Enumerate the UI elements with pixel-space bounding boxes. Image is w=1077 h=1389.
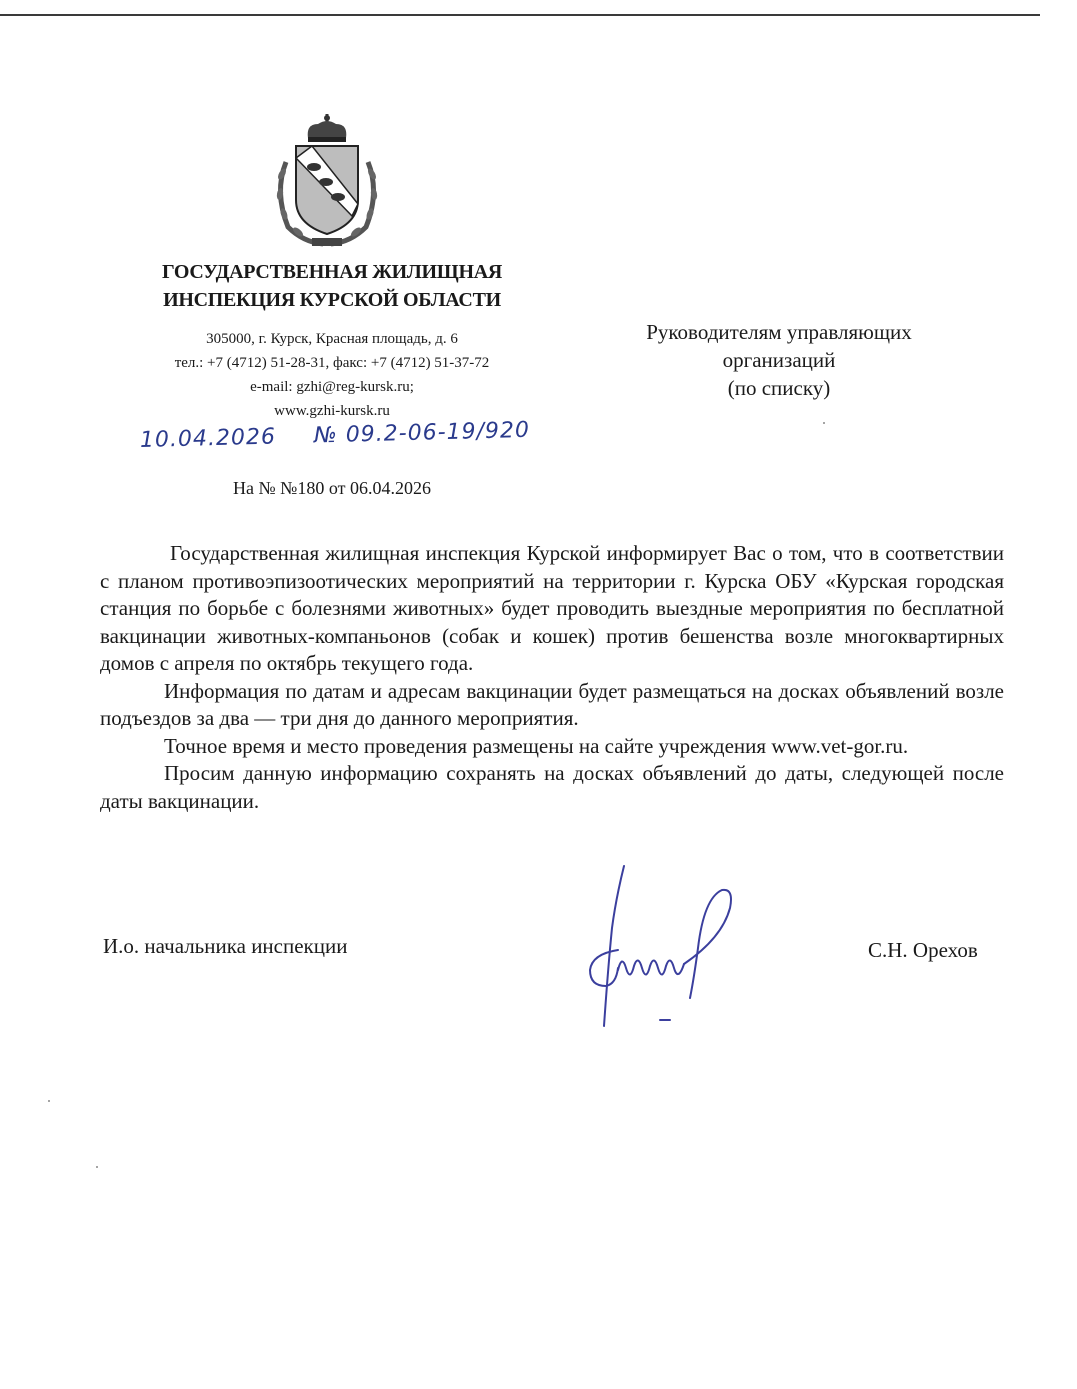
- registration-date: 10.04.2026: [139, 424, 277, 453]
- addressee-line2: организаций: [722, 348, 836, 372]
- phone-fax: тел.: +7 (4712) 51-28-31, факс: +7 (4712) 51-37-72: [174, 355, 490, 371]
- registration-handwritten: [140, 418, 531, 453]
- body-paragraph-2: Информация по датам и адресам вакцинации будет размещаться на досках объявлений возле подъездов за два — три дня до данного мероприятия.: [100, 678, 1004, 730]
- scan-speck: [823, 422, 825, 424]
- organization-name-line2: ИНСПЕКЦИЯ КУРСКОЙ ОБЛАСТИ: [163, 289, 501, 311]
- website-address: www.gzhi-kursk.ru: [274, 403, 390, 419]
- scan-speck: [96, 1166, 98, 1168]
- addressee-line1: Руководителям управляющих: [646, 320, 912, 344]
- reply-reference: На № №180 от 06.04.2026: [233, 478, 431, 498]
- scan-speck: [48, 1100, 50, 1102]
- postal-address: 305000, г. Курск, Красная площадь, д. 6: [206, 331, 458, 347]
- organization-contacts: [120, 327, 544, 423]
- top-border-line: [0, 14, 1040, 16]
- kursk-coat-of-arms-icon: [268, 112, 386, 250]
- organization-name-line1: ГОСУДАРСТВЕННАЯ ЖИЛИЩНАЯ: [162, 261, 502, 283]
- organization-name: [120, 258, 544, 314]
- registration-number: № 09.2-06-19/920: [313, 417, 531, 449]
- addressee-line3: (по списку): [727, 376, 831, 400]
- addressee-block: [600, 318, 958, 402]
- letter-body: [100, 540, 1004, 815]
- body-paragraph-1: Государственная жилищная инспекция Курской информирует Вас о том, что в соответствии с планом противоэпизоотических мероприятий на территории г. Курска ОБУ «Курская городская станция по борьбе с болезнями животных» будет проводить выездные мероприятия по бесплатной вакцинации животных-компаньонов (собак и кошек) против бешенства возле многоквартирных домов с апреля по октябрь текущего года.: [100, 541, 1004, 675]
- signer-title: И.о. начальника инспекции: [103, 934, 348, 958]
- signer-name: С.Н. Орехов: [868, 938, 978, 962]
- handwritten-signature-icon: [582, 858, 738, 1036]
- body-paragraph-3: Точное время и место проведения размещены на сайте учреждения www.vet-gor.ru.: [164, 733, 909, 758]
- email-address: e-mail: gzhi@reg-kursk.ru;: [250, 379, 414, 395]
- body-paragraph-4: Просим данную информацию сохранять на досках объявлений до даты, следующей после даты вакцинации.: [100, 761, 1004, 813]
